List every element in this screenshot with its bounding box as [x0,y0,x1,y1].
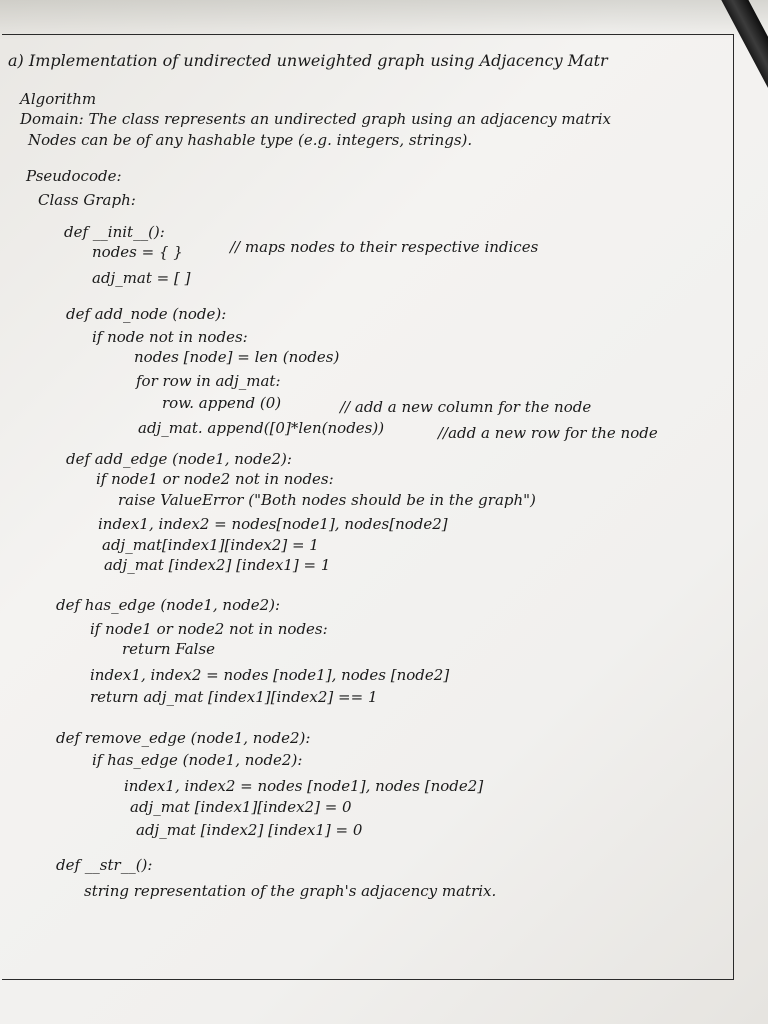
code-line-has-edge-return: return adj_mat [index1][index2] == 1 [90,688,378,706]
code-line-add-node-assign: nodes [node] = len (nodes) [134,348,340,366]
code-line-adjmat-init: adj_mat = [ ] [92,269,191,287]
code-line-init-def: def __init__(): [64,223,165,241]
code-line-remove-edge-if: if has_edge (node1, node2): [92,751,303,769]
section-heading-algorithm: Algorithm [20,90,97,108]
code-line-remove-edge-def: def remove_edge (node1, node2): [56,729,311,747]
code-line-add-node-if: if node not in nodes: [92,328,248,346]
code-line-add-node-def: def add_node (node): [66,305,227,323]
code-line-add-edge-set1: adj_mat[index1][index2] = 1 [102,536,319,554]
code-line-str-def: def __str__(): [56,856,153,874]
code-line-add-edge-raise: raise ValueError ("Both nodes should be in the graph") [118,491,536,509]
code-line-has-edge-return-false: return False [122,640,216,658]
domain-line-2: Nodes can be of any hashable type (e.g. integers, strings). [28,131,473,149]
code-line-has-edge-index: index1, index2 = nodes [node1], nodes [node2] [90,666,450,684]
code-line-add-edge-if: if node1 or node2 not in nodes: [96,470,334,488]
code-line-add-edge-def: def add_edge (node1, node2): [66,450,292,468]
code-line-str-desc: string representation of the graph's adjacency matrix. [84,882,497,900]
code-line-nodes-init: nodes = { } [92,243,183,261]
domain-line-1: Domain: The class represents an undirected graph using an adjacency matrix [20,110,612,128]
code-comment-nodes: // maps nodes to their respective indices [230,238,539,256]
code-comment-new-column: // add a new column for the node [340,398,592,416]
code-line-add-node-for: for row in adj_mat: [136,372,281,390]
section-heading-pseudocode: Pseudocode: [26,167,122,185]
code-line-has-edge-if: if node1 or node2 not in nodes: [90,620,328,638]
code-line-add-edge-index: index1, index2 = nodes[node1], nodes[node2] [98,515,448,533]
code-line-remove-edge-set2: adj_mat [index2] [index1] = 0 [136,821,363,839]
code-line-remove-edge-set1: adj_mat [index1][index2] = 0 [130,798,352,816]
page-title: a) Implementation of undirected unweighted graph using Adjacency Matr [8,51,608,70]
code-comment-new-row: //add a new row for the node [438,424,658,442]
code-line-add-edge-set2: adj_mat [index2] [index1] = 1 [104,556,331,574]
code-line-adjmat-append: adj_mat. append([0]*len(nodes)) [138,419,385,437]
code-line-class: Class Graph: [38,191,136,209]
code-line-row-append: row. append (0) [162,394,282,412]
code-line-remove-edge-index: index1, index2 = nodes [node1], nodes [node2] [124,777,484,795]
code-line-has-edge-def: def has_edge (node1, node2): [56,596,281,614]
